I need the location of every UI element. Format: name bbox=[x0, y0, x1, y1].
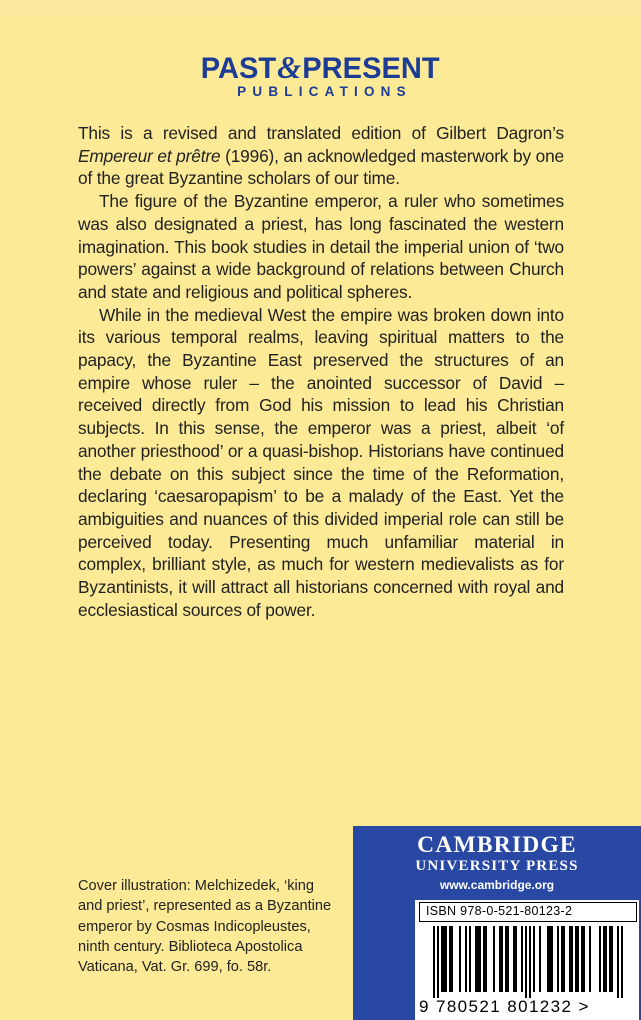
publisher-box bbox=[353, 826, 641, 1020]
blurb-p1-title: Empereur et prêtre bbox=[78, 145, 221, 166]
series-logo-subtitle: PUBLICATIONS bbox=[237, 84, 412, 99]
barcode-bar bbox=[525, 926, 527, 998]
barcode-bar bbox=[459, 926, 461, 992]
barcode-bar bbox=[483, 926, 485, 992]
barcode-bar bbox=[437, 926, 439, 998]
barcode-bar bbox=[433, 926, 435, 998]
barcode-bars bbox=[419, 926, 637, 998]
barcode-digits: 9 780521 801232 > bbox=[419, 997, 590, 1016]
barcode-bar bbox=[557, 926, 559, 992]
series-logo-left: PAST bbox=[200, 52, 277, 85]
barcode-bar bbox=[513, 926, 515, 992]
barcode-bar bbox=[499, 926, 501, 992]
barcode-bar bbox=[575, 926, 577, 992]
blurb-p1-lead: This is a revised and translated edition of Gilbert Dagron’s bbox=[78, 123, 564, 143]
blurb-text bbox=[78, 122, 564, 621]
barcode-bar bbox=[469, 926, 471, 992]
series-logo-name bbox=[200, 49, 440, 85]
barcode-bar bbox=[577, 926, 579, 992]
barcode-bar bbox=[561, 926, 563, 992]
publisher-press: UNIVERSITY PRESS bbox=[415, 858, 579, 874]
barcode-bar bbox=[533, 926, 535, 992]
barcode-bar bbox=[589, 926, 591, 992]
barcode-bar bbox=[605, 926, 607, 992]
barcode-bar bbox=[445, 926, 447, 992]
barcode-bar bbox=[599, 926, 601, 992]
cover-caption-line: Cover illustration: Melchizedek, ‘king bbox=[78, 878, 315, 894]
cover-caption-line: Vaticana, Vat. Gr. 699, fo. 58r. bbox=[78, 959, 272, 976]
barcode-panel bbox=[415, 900, 639, 1020]
barcode-bar bbox=[507, 926, 509, 992]
cover-caption bbox=[78, 876, 348, 977]
barcode-bar bbox=[581, 926, 583, 992]
publisher-website: www.cambridge.org bbox=[439, 878, 555, 892]
barcode-bar bbox=[515, 926, 517, 992]
barcode-bar bbox=[547, 926, 549, 992]
barcode-bar bbox=[505, 926, 507, 992]
barcode-bar bbox=[449, 926, 451, 992]
blurb-paragraph-3: While in the medieval West the empire was broken down into its various temporal realms, leaving spiritual matters to the papacy, the Byzantine East preserved the structures of an empire whose ruler – the anointed successor of David – received directly from God his mission to lead his Christian subjects. In this sense, the emperor was a priest, albeit ‘of another priesthood’ or a quasi-bishop. Historians have continued the debate on this subject since the time of the Reformation, declaring ‘caesaropapism’ to be a malady of the East. Yet the ambiguities and nuances of this divided imperial role can still be perceived today. Presenting much unfamiliar material in complex, brilliant style, as much for western medievalists as for Byzantinists, it will attract all historians concerned with royal and ecclesiastical sources of power. bbox=[78, 304, 564, 620]
series-logo-ampersand: & bbox=[277, 49, 302, 85]
barcode-bar bbox=[551, 926, 553, 992]
barcode-bar bbox=[603, 926, 605, 992]
barcode-bar bbox=[609, 926, 611, 992]
barcode-bar bbox=[485, 926, 487, 992]
isbn-label: ISBN 978-0-521-80123-2 bbox=[419, 902, 637, 922]
barcode-bar bbox=[441, 926, 443, 992]
barcode-bar bbox=[501, 926, 503, 992]
barcode-bar bbox=[479, 926, 481, 992]
barcode-bar bbox=[477, 926, 479, 992]
series-logo-right: PRESENT bbox=[302, 52, 440, 85]
barcode-bar bbox=[521, 926, 523, 992]
barcode-bar bbox=[493, 926, 495, 992]
barcode-bar bbox=[563, 926, 565, 992]
blurb-paragraph-1 bbox=[78, 122, 564, 190]
barcode-bar bbox=[443, 926, 445, 992]
blurb-p1-tail: (1996), an acknowledged masterwork by one of the great Byzantine scholars of our time. bbox=[78, 145, 565, 189]
barcode-bar bbox=[539, 926, 541, 992]
barcode-bar bbox=[611, 926, 613, 992]
series-logo bbox=[0, 49, 641, 85]
publisher-name: CAMBRIDGE bbox=[417, 832, 577, 858]
blurb-paragraph-2: The figure of the Byzantine emperor, a ruler who sometimes was also designated a priest, has long fascinated the western imagination. This book studies in detail the imperial union of ‘two powers’ against a wide background of relations between Church and state and religious and political spheres. bbox=[78, 191, 564, 302]
barcode-bar bbox=[549, 926, 551, 992]
top-edge bbox=[0, 0, 641, 16]
barcode-bar bbox=[621, 926, 623, 998]
cover-caption-line: and priest’, represented as a Byzantine bbox=[78, 898, 332, 915]
barcode-bar bbox=[569, 926, 571, 992]
barcode-bar bbox=[583, 926, 585, 992]
barcode-bar bbox=[475, 926, 477, 992]
barcode-bar bbox=[465, 926, 467, 992]
barcode-bar bbox=[529, 926, 531, 998]
cover-caption-line: emperor by Cosmas Indicopleustes, bbox=[78, 918, 311, 935]
cover-caption-line: ninth century. Biblioteca Apostolica bbox=[78, 938, 303, 955]
barcode-bar bbox=[571, 926, 573, 992]
barcode-bar bbox=[451, 926, 453, 992]
barcode-bar bbox=[617, 926, 619, 998]
